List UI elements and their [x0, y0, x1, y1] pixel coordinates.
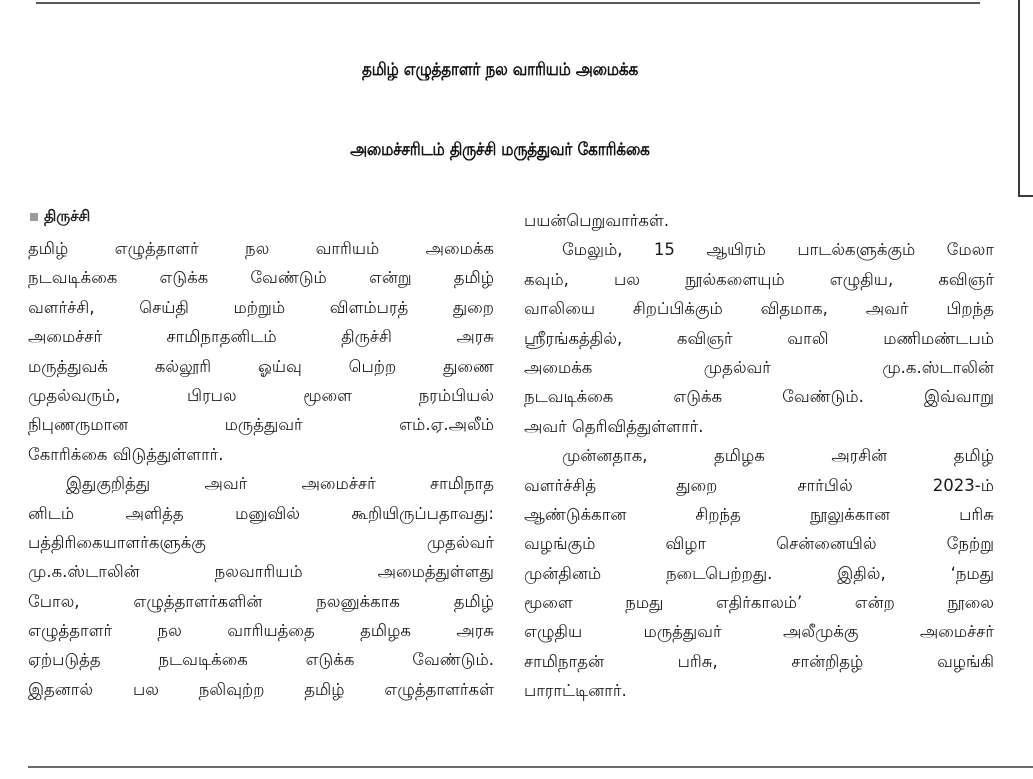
right-column: [524, 206, 994, 706]
body-line: எழுத்தாளர் நல வாரியத்தை தமிழக அரசு: [28, 621, 494, 641]
dateline-text: திருச்சி: [44, 207, 91, 225]
body-line: அவர் தெரிவித்துள்ளார்.: [524, 416, 704, 436]
body-line: பத்திரிகையாளர்களுக்கு முதல்வர்: [28, 532, 494, 552]
body-line: மருத்துவக் கல்லூரி ஓய்வு பெற்ற துணை: [28, 356, 494, 376]
body-line: போல, எழுத்தாளர்களின் நலனுக்காக தமிழ்: [28, 591, 494, 611]
body-line: வழங்கும் விழா சென்னையில் நேற்று: [524, 534, 994, 554]
bottom-rule: [28, 766, 1033, 768]
top-rule: [36, 2, 980, 4]
body-line: அமைச்சர் சாமிநாதனிடம் திருச்சி அரசு: [28, 327, 494, 347]
body-line: எழுதிய மருத்துவர் அலீமுக்கு அமைச்சர்: [524, 622, 994, 642]
body-line: பயன்பெறுவார்கள்.: [524, 211, 670, 230]
body-line: மு.க.ஸ்டாலின் நலவாரியம் அமைத்துள்ளது: [28, 562, 494, 582]
headline-line-1: தமிழ் எழுத்தாளர் நல வாரியம் அமைக்க: [361, 58, 639, 80]
dateline: [30, 206, 90, 228]
dateline-square-icon: [30, 213, 38, 221]
headline-line-2: அமைச்சரிடம் திருச்சி மருத்துவர் கோரிக்கை: [350, 138, 650, 160]
body-line: வாலியை சிறப்பிக்கும் விதமாக, அவர் பிறந்த: [524, 299, 994, 319]
body-line: அமைக்க முதல்வர் மு.க.ஸ்டாலின்: [524, 357, 994, 377]
body-line: முன்தினம் நடைபெற்றது. இதில், ‘நமது: [524, 563, 994, 583]
body-line: தமிழ் எழுத்தாளர் நல வாரியம் அமைக்க: [28, 239, 494, 258]
body-line: னிடம் அளித்த மனுவில் கூறியிருப்பதாவது:: [28, 503, 494, 523]
body-line: மூளை நமது எதிர்காலம்’ என்ற நூலை: [524, 593, 994, 613]
body-line: கோரிக்கை விடுத்துள்ளார்.: [28, 444, 224, 464]
body-line: நடவடிக்கை எடுக்க வேண்டும். இவ்வாறு: [524, 387, 994, 407]
body-line: ஏற்படுத்த நடவடிக்கை எடுக்க வேண்டும்.: [28, 650, 494, 670]
body-line: நடவடிக்கை எடுக்க வேண்டும் என்று தமிழ்: [28, 268, 494, 288]
body-line: இதுகுறித்து அவர் அமைச்சர் சாமிநாத: [66, 474, 494, 494]
body-line: கவும், பல நூல்களையும் எழுதிய, கவிஞர்: [524, 269, 994, 289]
body-line: மேலும், 15 ஆயிரம் பாடல்களுக்கும் மேலா: [562, 240, 994, 260]
body-line: வளர்ச்சித் துறை சார்பில் 2023-ம்: [524, 475, 994, 495]
body-line: இதனால் பல நலிவுற்ற தமிழ் எழுத்தாளர்கள்: [28, 679, 494, 699]
body-line: சாமிநாதன் பரிசு, சான்றிதழ் வழங்கி: [524, 651, 994, 671]
body-line: முதல்வரும், பிரபல மூளை நரம்பியல்: [28, 385, 494, 405]
body-line: வளர்ச்சி, செய்தி மற்றும் விளம்பரத் துறை: [28, 297, 494, 317]
body-line: ஆண்டுக்கான சிறந்த நூலுக்கான பரிசு: [524, 504, 994, 524]
body-line: ஸ்ரீரங்கத்தில், கவிஞர் வாலி மணிமண்டபம்: [524, 328, 994, 348]
body-line: பாராட்டினார்.: [524, 681, 627, 701]
left-column: [28, 234, 494, 704]
adjacent-box-border: [1018, 0, 1033, 197]
body-line: முன்னதாக, தமிழக அரசின் தமிழ்: [562, 446, 994, 466]
body-line: நிபுணருமான மருத்துவர் எம்.ஏ.அலீம்: [28, 415, 494, 435]
